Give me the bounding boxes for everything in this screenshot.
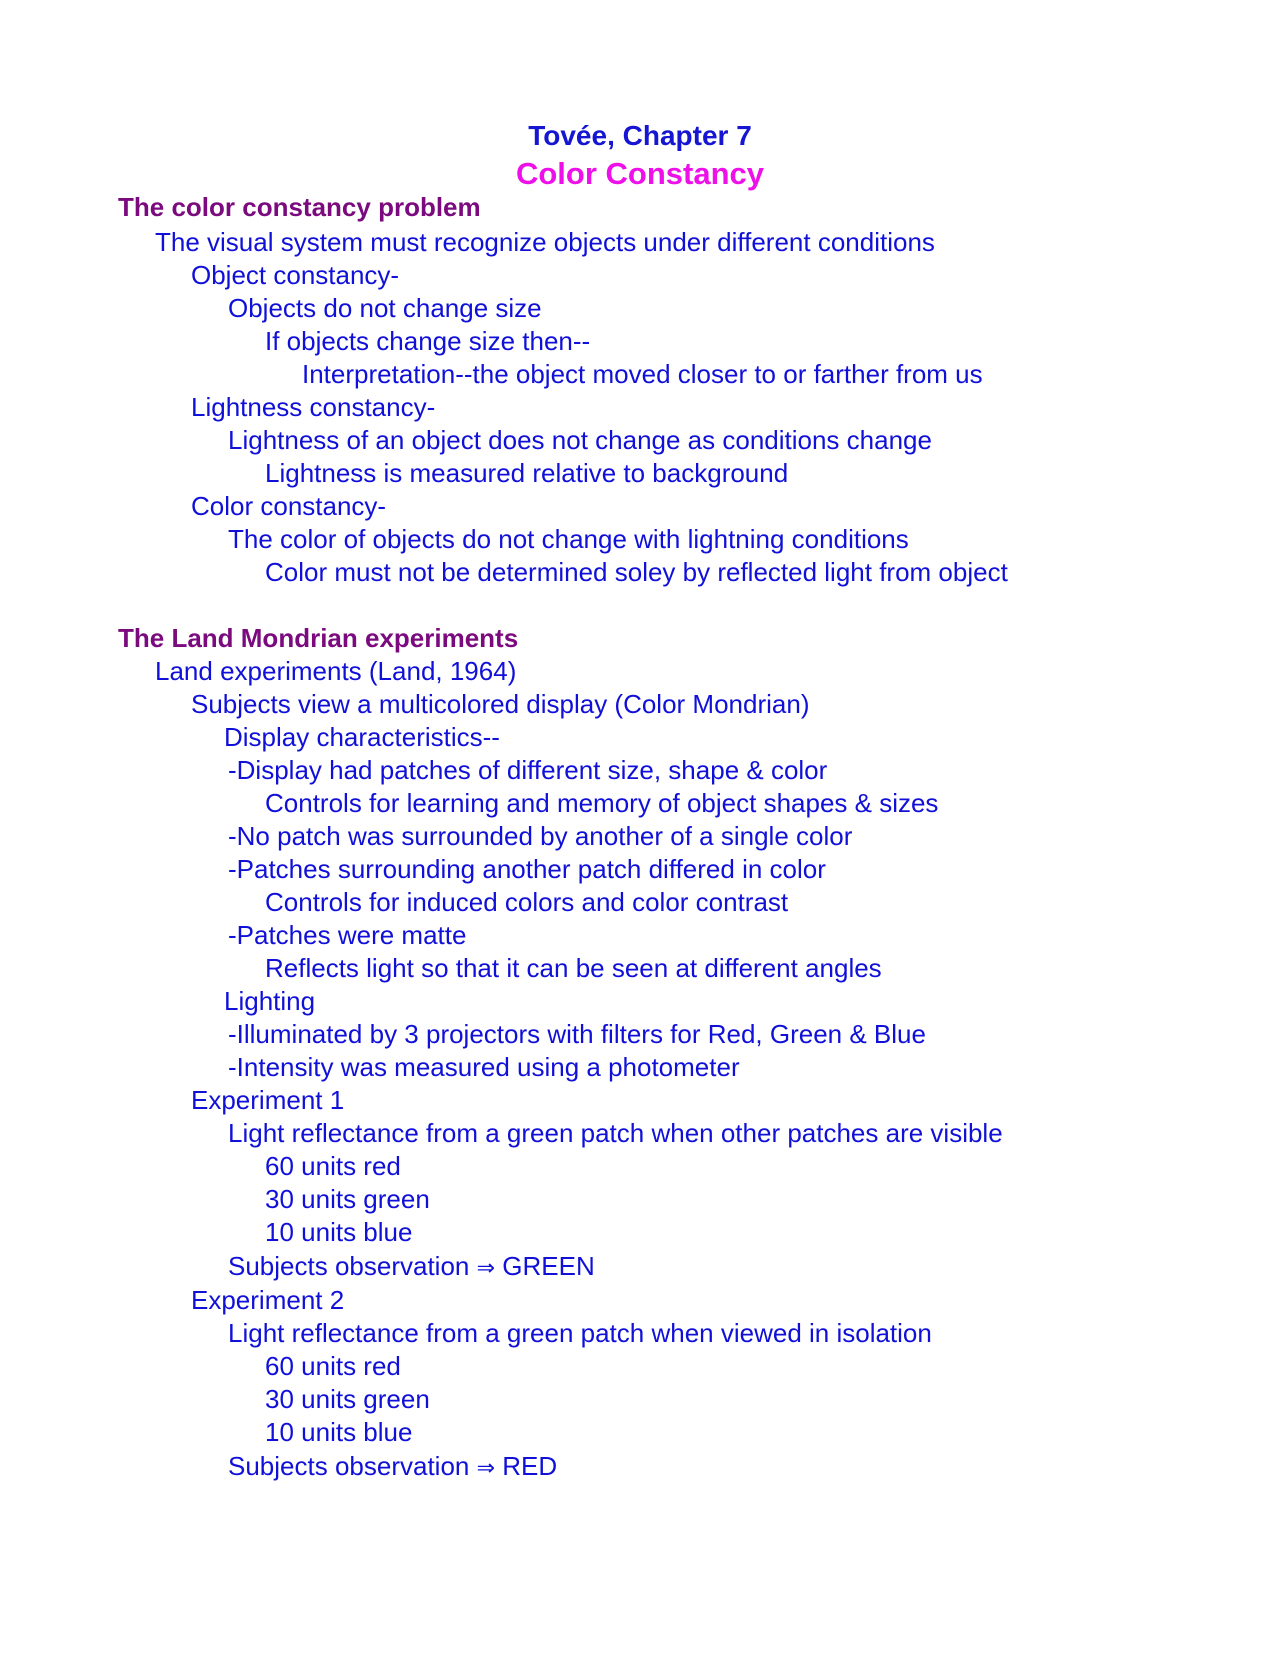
outline-line: Display characteristics-- [224, 722, 500, 752]
outline-line: 10 units blue [265, 1417, 413, 1447]
outline-line: If objects change size then-- [265, 326, 591, 356]
document-subtitle: Color Constancy [515, 156, 765, 191]
outline-line: 60 units red [265, 1351, 401, 1381]
section-heading-land-mondrian: The Land Mondrian experiments [118, 623, 519, 653]
outline-line: Controls for learning and memory of object shapes & sizes [265, 788, 939, 818]
outline-line: Light reflectance from a green patch when other patches are visible [228, 1118, 1003, 1148]
outline-line: The color of objects do not change with lightning conditions [228, 524, 909, 554]
outline-line: Lightness of an object does not change as conditions change [228, 425, 932, 455]
outline-line: Color must not be determined soley by reflected light from object [265, 557, 1008, 587]
outline-line: -Illuminated by 3 projectors with filters for Red, Green & Blue [228, 1019, 926, 1049]
outline-line: Reflects light so that it can be seen at different angles [265, 953, 882, 983]
outline-line: Subjects view a multicolored display (Color Mondrian) [191, 689, 810, 719]
outline-line: -Patches surrounding another patch differed in color [228, 854, 826, 884]
outline-line: -Patches were matte [228, 920, 467, 950]
observation-label: Subjects observation [228, 1451, 470, 1481]
outline-line: Controls for induced colors and color contrast [265, 887, 789, 917]
outline-line: Color constancy- [191, 491, 387, 521]
section-heading-color-constancy-problem: The color constancy problem [118, 192, 481, 222]
outline-line: Objects do not change size [228, 293, 542, 323]
observation-result: RED [502, 1451, 558, 1481]
observation-line-experiment-1 [228, 1250, 595, 1285]
observation-line-experiment-2 [228, 1450, 557, 1485]
outline-line: Experiment 2 [191, 1285, 345, 1315]
outline-line: Object constancy- [191, 260, 400, 290]
document-title: Tovée, Chapter 7 [528, 120, 752, 151]
outline-line: -Display had patches of different size, shape & color [228, 755, 828, 785]
outline-line: The visual system must recognize objects under different conditions [155, 227, 935, 257]
outline-line: Land experiments (Land, 1964) [155, 656, 517, 686]
outline-line: Experiment 1 [191, 1085, 345, 1115]
outline-line: Lightness constancy- [191, 392, 436, 422]
outline-line: 30 units green [265, 1184, 430, 1214]
outline-line: Lighting [224, 986, 316, 1016]
outline-line: 60 units red [265, 1151, 401, 1181]
outline-line: -No patch was surrounded by another of a single color [228, 821, 853, 851]
outline-line: Interpretation--the object moved closer to or farther from us [302, 359, 983, 389]
outline-line: Light reflectance from a green patch when viewed in isolation [228, 1318, 932, 1348]
outline-line: 30 units green [265, 1384, 430, 1414]
implies-arrow-icon: ⇒ [476, 1456, 496, 1481]
implies-arrow-icon: ⇒ [476, 1256, 496, 1281]
observation-label: Subjects observation [228, 1251, 470, 1281]
outline-line: Lightness is measured relative to background [265, 458, 789, 488]
outline-line: -Intensity was measured using a photometer [228, 1052, 740, 1082]
outline-line: 10 units blue [265, 1217, 413, 1247]
observation-result: GREEN [502, 1251, 595, 1281]
